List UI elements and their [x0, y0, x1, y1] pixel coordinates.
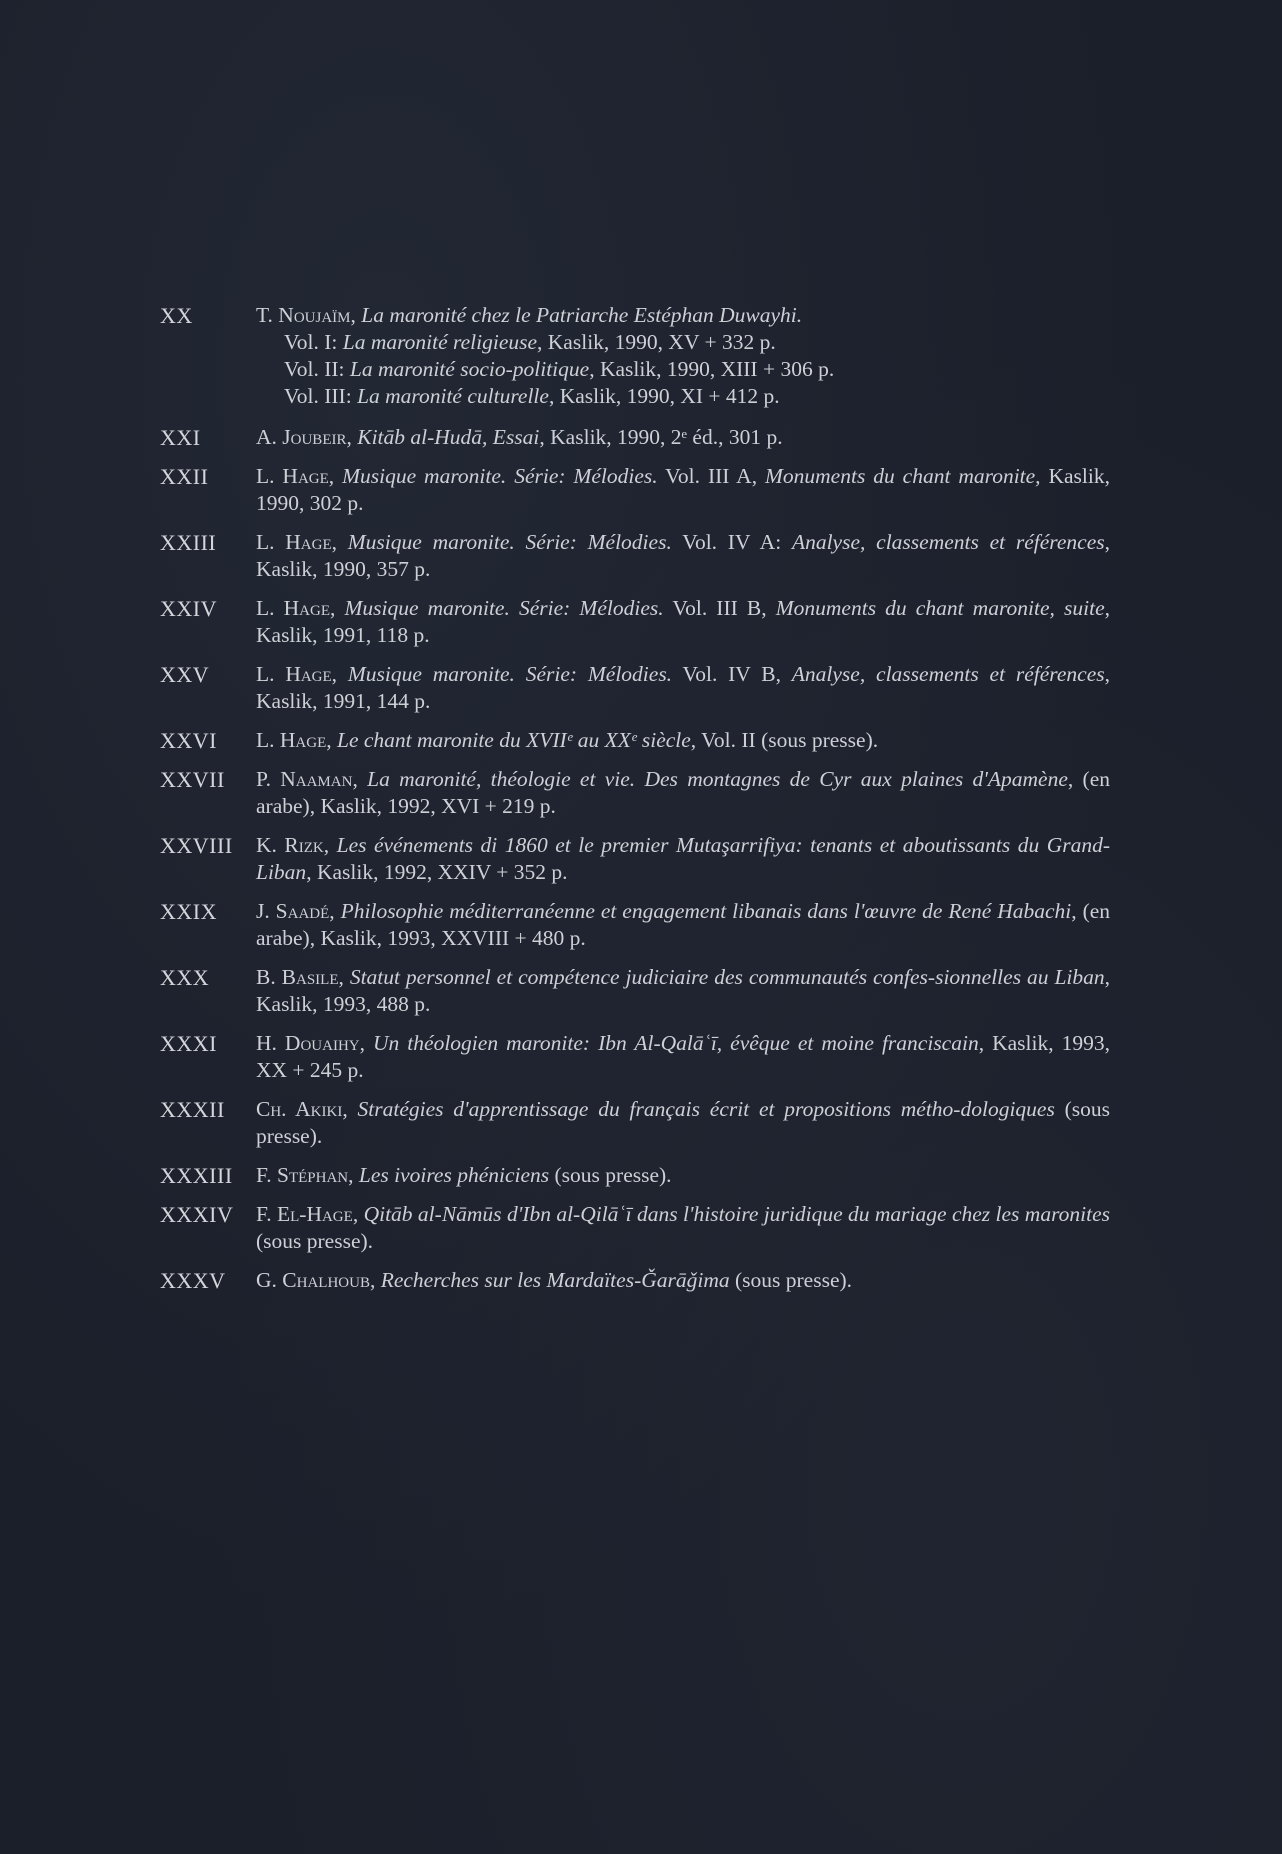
- list-item: [160, 302, 1110, 410]
- entry-text: P. Naaman, La maronité, théologie et vie. Des montagnes de Cyr aux plaines d'Apamène, (en arabe), Kaslik, 1992, XVI + 219 p.: [256, 767, 1110, 818]
- volume-number: XXII: [160, 464, 209, 489]
- volume-number: XX: [160, 303, 193, 328]
- volume-number: XXIII: [160, 530, 217, 555]
- list-item: [160, 832, 1110, 886]
- book-subtitle: Analyse, classements et références: [791, 662, 1105, 686]
- author: Ch. Akiki: [256, 1097, 343, 1121]
- book-title: Recherches sur les Mardaïtes-Ǧarāǧima: [380, 1268, 730, 1292]
- entry-text: G. Chalhoub, Recherches sur les Mardaïtes-Ǧarāǧima (sous presse).: [256, 1268, 853, 1292]
- list-item: [160, 424, 1110, 451]
- book-title: La maronité chez le Patriarche Estéphan Duwayhi.: [361, 303, 803, 327]
- entry-text: Ch. Akiki, Stratégies d'apprentissage du français écrit et propositions métho-dologiques (sous presse).: [256, 1097, 1111, 1148]
- entry-text: K. Rizk, Les événements di 1860 et le premier Mutaşarrifiya: tenants et aboutissants du Grand-Liban, Kaslik, 1992, XXIV + 352 p.: [256, 833, 1111, 884]
- volume-number: XXV: [160, 662, 210, 687]
- book-title: Musique maronite. Série: Mélodies.: [344, 596, 664, 620]
- book-title: Qitāb al-Nāmūs d'Ibn al-Qilāʿī dans l'histoire juridique du mariage chez les maronites: [363, 1202, 1111, 1226]
- entry-text: F. Stéphan, Les ivoires phéniciens (sous presse).: [256, 1163, 672, 1187]
- volume-number: XXI: [160, 425, 201, 450]
- entry-headline: T. Noujaïm, La maronité chez le Patriarche Estéphan Duwayhi.: [256, 303, 803, 327]
- entry-text: L. Hage, Musique maronite. Série: Mélodies. Vol. IV A: Analyse, classements et références, Kaslik, 1990, 357 p.: [256, 530, 1110, 581]
- entry-text: A. Joubeir, Kitāb al-Hudā, Essai, Kaslik, 1990, 2ᵉ éd., 301 p.: [256, 425, 783, 449]
- book-title: Les ivoires phéniciens: [358, 1163, 550, 1187]
- author: F. Stéphan: [256, 1163, 349, 1187]
- author: L. Hage: [256, 530, 332, 554]
- entry-text: J. Saadé, Philosophie méditerranéenne et engagement libanais dans l'œuvre de René Habachi, (en arabe), Kaslik, 1993, XXVIII + 480 p.: [256, 899, 1111, 950]
- volume-number: XXXII: [160, 1097, 225, 1122]
- book-title: Un théologien maronite: Ibn Al-Qalāʿī, évêque et moine franciscain: [373, 1031, 979, 1055]
- volume-number: XXX: [160, 965, 210, 990]
- volume-number: XXVIII: [160, 833, 233, 858]
- book-title: Philosophie méditerranéenne et engagement libanais dans l'œuvre de René Habachi: [340, 899, 1072, 923]
- author: P. Naaman: [256, 767, 353, 791]
- author: J. Saadé: [256, 899, 330, 923]
- list-item: [160, 595, 1110, 649]
- entry-text: B. Basile, Statut personnel et compétence judiciaire des communautés confes-sionnelles au Liban, Kaslik, 1993, 488 p.: [256, 965, 1110, 1016]
- author: L. Hage: [256, 728, 327, 752]
- list-item: [160, 1201, 1110, 1255]
- list-item: [160, 727, 1110, 754]
- list-item: [160, 661, 1110, 715]
- entry-text: [256, 302, 1110, 410]
- sub-volume: Vol. II: La maronité socio-politique, Kaslik, 1990, XIII + 306 p.: [284, 357, 835, 381]
- book-subtitle: Monuments du chant maronite,: [765, 464, 1041, 488]
- list-item: [160, 1267, 1110, 1294]
- book-title: Les événements di 1860 et le premier Mutaşarrifiya: tenants et aboutissants du Grand-Liban: [256, 833, 1111, 884]
- book-title: La maronité, théologie et vie. Des montagnes de Cyr aux plaines d'Apamène: [367, 767, 1068, 791]
- book-title: Le chant maronite du XVIIᵉ au XXᵉ siècle: [337, 728, 691, 752]
- volume-number: XXXIII: [160, 1163, 233, 1188]
- volume-number: XXXV: [160, 1268, 226, 1293]
- volume-number: XXXIV: [160, 1202, 234, 1227]
- book-title: Musique maronite. Série: Mélodies.: [347, 530, 672, 554]
- entry-text: F. El-Hage, Qitāb al-Nāmūs d'Ibn al-Qilāʿī dans l'histoire juridique du mariage chez les maronites (sous presse).: [256, 1202, 1111, 1253]
- author: F. El-Hage: [256, 1202, 353, 1226]
- volume-number: XXIX: [160, 899, 217, 924]
- list-item: [160, 898, 1110, 952]
- volume-number: XXVII: [160, 767, 225, 792]
- volume-number: XXVI: [160, 728, 217, 753]
- author: L. Hage: [256, 662, 332, 686]
- sub-volume: Vol. I: La maronité religieuse, Kaslik, 1990, XV + 332 p.: [284, 330, 776, 354]
- book-title: Stratégies d'apprentissage du français écrit et propositions métho-dologiques: [357, 1097, 1055, 1121]
- book-title: Kitāb al-Hudā, Essai: [357, 425, 540, 449]
- list-item: [160, 1162, 1110, 1189]
- author: G. Chalhoub: [256, 1268, 370, 1292]
- author: B. Basile: [256, 965, 339, 989]
- entry-text: L. Hage, Musique maronite. Série: Mélodies. Vol. IV B, Analyse, classements et références, Kaslik, 1991, 144 p.: [256, 662, 1110, 713]
- list-item: [160, 964, 1110, 1018]
- book-title: Musique maronite. Série: Mélodies.: [347, 662, 673, 686]
- list-item: [160, 529, 1110, 583]
- author: H. Douaihy: [256, 1031, 360, 1055]
- volume-number: XXIV: [160, 596, 217, 621]
- series-list: [160, 302, 1110, 1306]
- sub-volume: Vol. III: La maronité culturelle, Kaslik, 1990, XI + 412 p.: [284, 384, 780, 408]
- author: A. Joubeir: [256, 425, 347, 449]
- entry-text: L. Hage, Musique maronite. Série: Mélodies. Vol. III A, Monuments du chant maronite, Kaslik, 1990, 302 p.: [256, 464, 1110, 515]
- entry-text: L. Hage, Musique maronite. Série: Mélodies. Vol. III B, Monuments du chant maronite, suite, Kaslik, 1991, 118 p.: [256, 596, 1110, 647]
- book-subtitle: Monuments du chant maronite, suite: [775, 596, 1105, 620]
- list-item: [160, 1030, 1110, 1084]
- entry-text: L. Hage, Le chant maronite du XVIIᵉ au XXᵉ siècle, Vol. II (sous presse).: [256, 728, 879, 752]
- book-title: Musique maronite. Série: Mélodies.: [342, 464, 658, 488]
- author: L. Hage: [256, 464, 329, 488]
- volume-number: XXXI: [160, 1031, 217, 1056]
- entry-text: H. Douaihy, Un théologien maronite: Ibn Al-Qalāʿī, évêque et moine franciscain, Kaslik, 1993, XX + 245 p.: [256, 1031, 1110, 1082]
- author: L. Hage: [256, 596, 330, 620]
- book-title: Statut personnel et compétence judiciaire des communautés confes-sionnelles au Liban: [349, 965, 1105, 989]
- list-item: [160, 766, 1110, 820]
- author: K. Rizk: [256, 833, 324, 857]
- list-item: [160, 463, 1110, 517]
- author: T. Noujaïm: [256, 303, 351, 327]
- book-subtitle: Analyse, classements et références: [791, 530, 1105, 554]
- list-item: [160, 1096, 1110, 1150]
